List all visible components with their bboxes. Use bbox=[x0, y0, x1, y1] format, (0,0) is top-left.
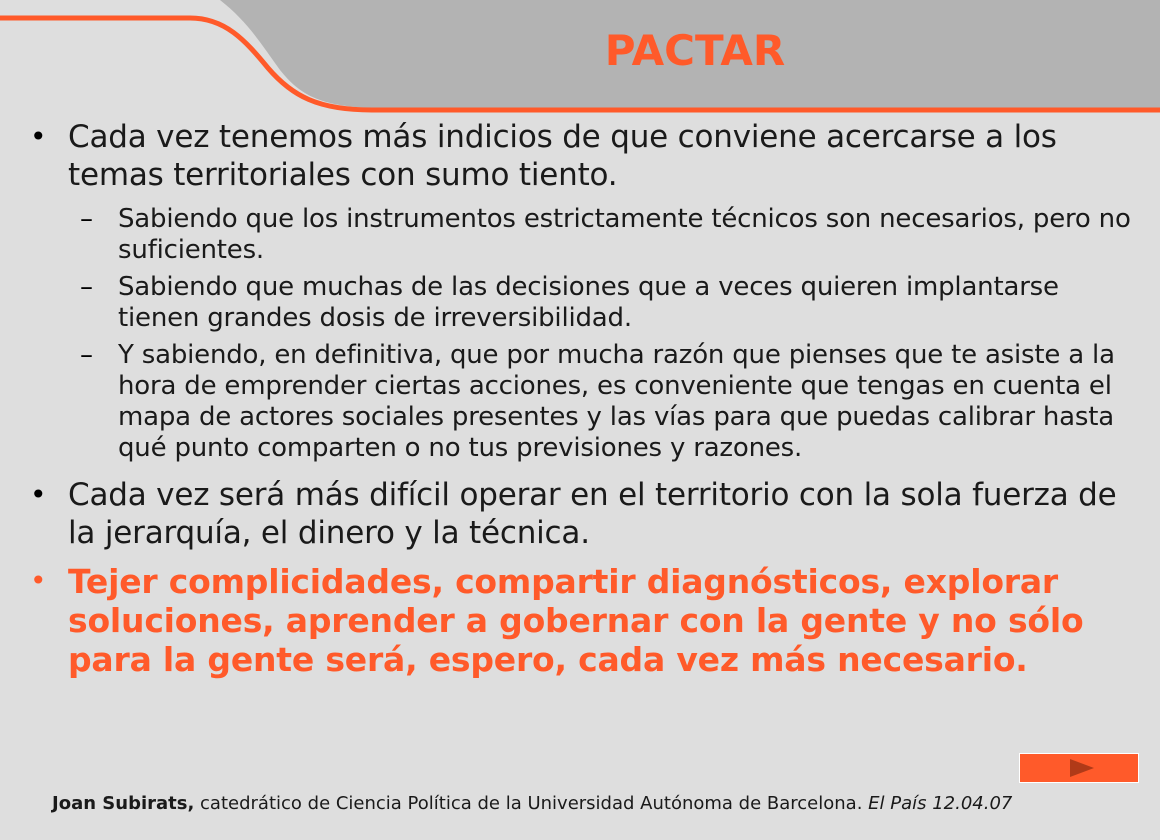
bullet-item bbox=[30, 476, 1140, 552]
footer-citation bbox=[52, 793, 1012, 814]
footer-source: El País 12.04.07 bbox=[868, 793, 1013, 814]
bullet-marker: • bbox=[30, 564, 47, 597]
dash-marker: – bbox=[80, 272, 93, 302]
next-slide-button[interactable] bbox=[1019, 753, 1139, 783]
sub-bullet-text: Y sabiendo, en definitiva, que por mucha razón que pienses que te asiste a la hora de emprender ciertas acciones, es conveniente que tengas en cuenta el mapa de actores sociales presentes y las vías para que puedas calibrar hasta qué punto comparten o no tus previsiones y razones. bbox=[118, 340, 1115, 463]
highlight-bullet-text: Tejer complicidades, compartir diagnósticos, explorar soluciones, aprender a gobernar con la gente y no sólo para la gente será, espero, cada vez más necesario. bbox=[68, 562, 1084, 679]
bullet-item bbox=[30, 118, 1140, 194]
sub-bullet-item bbox=[30, 204, 1140, 266]
play-arrow-icon bbox=[1070, 759, 1094, 777]
footer-author: Joan Subirats, bbox=[52, 793, 195, 814]
slide-title: PACTAR bbox=[604, 26, 786, 75]
bullet-marker: • bbox=[30, 478, 47, 511]
footer-description: catedrático de Ciencia Política de la Universidad Autónoma de Barcelona. bbox=[194, 793, 869, 814]
sub-bullet-item bbox=[30, 272, 1140, 334]
bullet-text: Cada vez tenemos más indicios de que conviene acercarse a los temas territoriales con sumo tiento. bbox=[68, 119, 1057, 193]
sub-bullet-text: Sabiendo que los instrumentos estrictamente técnicos son necesarios, pero no suficientes. bbox=[118, 204, 1131, 265]
bullet-marker: • bbox=[30, 120, 47, 153]
dash-marker: – bbox=[80, 340, 93, 370]
slide-content bbox=[30, 118, 1140, 689]
highlight-bullet-item bbox=[30, 562, 1140, 679]
bullet-text: Cada vez será más difícil operar en el territorio con la sola fuerza de la jerarquía, el dinero y la técnica. bbox=[68, 477, 1117, 551]
sub-bullet-text: Sabiendo que muchas de las decisiones que a veces quieren implantarse tienen grandes dosis de irreversibilidad. bbox=[118, 272, 1059, 333]
sub-bullet-item bbox=[30, 340, 1140, 464]
dash-marker: – bbox=[80, 204, 93, 234]
